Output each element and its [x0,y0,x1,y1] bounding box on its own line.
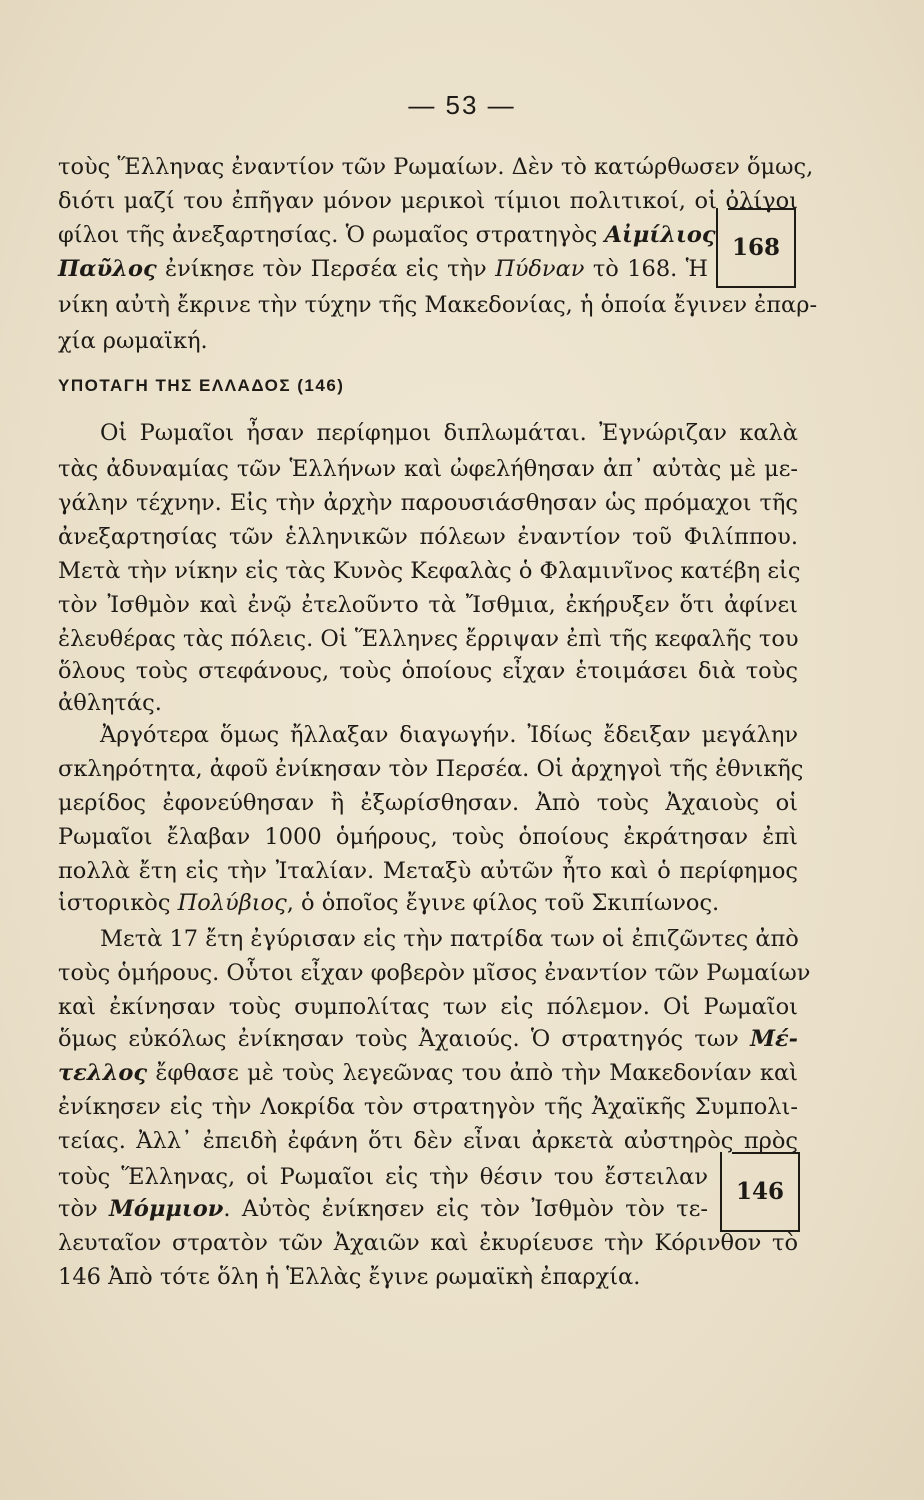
name-paulus: Παῦλος [58,256,157,282]
text-line: ὅλους τοὺς στεφάνους, τοὺς ὁποίους εἶχαν ἑτοιμάσει διὰ τοὺς [58,658,798,684]
text-line: Παῦλος ἐνίκησε τὸν Περσέα εἰς τὴν Πύδναν τὸ 168. Ἡ [58,256,708,282]
text-line: τοὺς Ἕλληνας, οἱ Ρωμαῖοι εἰς τὴν θέσιν του ἔστειλαν [58,1164,708,1190]
text-line: νίκη αὐτὴ ἔκρινε τὴν τύχην τῆς Μακεδονίας, ἡ ὁποία ἔγινεν ἐπαρ- [58,292,818,318]
text-line: τὸν Ἰσθμὸν καὶ ἐνῷ ἐτελοῦντο τὰ Ἴσθμια, ἐκήρυξεν ὅτι ἀφίνει [58,592,798,618]
text-line: Μετὰ τὴν νίκην εἰς τὰς Κυνὸς Κεφαλὰς ὁ Φλαμινῖνος κατέβη εἰς [58,558,801,584]
section-heading: ΥΠΟΤΑΓΗ ΤΗΣ ΕΛΛΑΔΟΣ (146) [58,376,345,395]
text-line: γάλην τέχνην. Εἰς τὴν ἀρχὴν παρουσιάσθησαν ὡς πρόμαχοι τῆς [58,490,798,516]
margin-date-box: 146 [720,1152,800,1232]
text-line: τοὺς Ἕλληνας ἐναντίον τῶν Ρωμαίων. Δὲν τὸ κατώρθωσεν ὅμως, [58,154,814,180]
text-line: Ρωμαῖοι ἔλαβαν 1000 ὁμήρους, τοὺς ὁποίους ἐκράτησαν ἐπὶ [58,824,798,850]
text-line: φίλοι τῆς ἀνεξαρτησίας. Ὁ ρωμαῖος στρατηγὸς Αἰμίλιος [58,222,716,248]
page-number: — 53 — [408,90,516,120]
name-polybius: Πολύβιος [177,890,287,916]
name-aemilius: Αἰμίλιος [604,222,716,248]
text-line: ἀνεξαρτησίας τῶν ἑλληνικῶν πόλεων ἐναντίον τοῦ Φιλίππου. [58,524,798,550]
text-line: τὰς ἀδυναμίας τῶν Ἑλλήνων καὶ ὠφελήθησαν ἀπ᾽ αὐτὰς μὲ με- [58,456,798,482]
text-line: μερίδος ἐφονεύθησαν ἢ ἐξωρίσθησαν. Ἀπὸ τοὺς Ἀχαιοὺς οἱ [58,790,798,816]
text-line: Μετὰ 17 ἔτη ἐγύρισαν εἰς τὴν πατρίδα των οἱ ἐπιζῶντες ἀπὸ [100,926,799,952]
text-line: διότι μαζί του ἐπῆγαν μόνον μερικοὶ τίμιοι πολιτικοί, οἱ ὀλίγοι [58,188,798,214]
text-line: καὶ ἐκίνησαν τοὺς συμπολίτας των εἰς πόλεμον. Οἱ Ρωμαῖοι [58,994,798,1020]
text-line: Οἱ Ρωμαῖοι ἦσαν περίφημοι διπλωμάται. Ἐγνώριζαν καλὰ [100,420,798,446]
text-line: σκληρότητα, ἀφοῦ ἐνίκησαν τὸν Περσέα. Οἱ ἀρχηγοὶ τῆς ἐθνικῆς [58,756,804,782]
text-line: ὅμως εὐκόλως ἐνίκησαν τοὺς Ἀχαιούς. Ὁ στρατηγός των Μέ- [58,1026,798,1052]
text-line: ἐλευθέρας τὰς πόλεις. Οἱ Ἕλληνες ἔρριψαν ἐπὶ τῆς κεφαλῆς του [58,626,799,652]
margin-date-box: 168 [716,208,796,288]
text-line: λευταῖον στρατὸν τῶν Ἀχαιῶν καὶ ἐκυρίευσε τὴν Κόρινθον τὸ [58,1230,798,1256]
text-line: ἱστορικὸς Πολύβιος, ὁ ὁποῖος ἔγινε φίλος τοῦ Σκιπίωνος. [58,890,720,916]
text-line: ἐνίκησεν εἰς τὴν Λοκρίδα τὸν στρατηγὸν τῆς Ἀχαϊκῆς Συμπολι- [58,1094,798,1120]
name-metellus-cont: τελλος [58,1060,148,1086]
text-line: 146 Ἀπὸ τότε ὅλη ἡ Ἑλλὰς ἔγινε ρωμαϊκὴ ἐπαρχία. [58,1264,641,1290]
text-line: ἀθλητάς. [58,690,162,716]
text-line: τελλος ἔφθασε μὲ τοὺς λεγεῶνας του ἀπὸ τὴν Μακεδονίαν καὶ [58,1060,798,1086]
place-pydna: Πύδναν [495,256,585,282]
name-metellus: Μέ- [750,1026,798,1052]
text-line: πολλὰ ἔτη εἰς τὴν Ἰταλίαν. Μεταξὺ αὐτῶν ἦτο καὶ ὁ περίφημος [58,858,798,884]
text-line: τὸν Μόμμιον. Αὐτὸς ἐνίκησεν εἰς τὸν Ἰσθμὸν τὸν τε- [58,1196,708,1222]
text-line: τείας. Ἀλλ᾽ ἐπειδὴ ἐφάνη ὅτι δὲν εἶναι ἀρκετὰ αὐστηρὸς πρὸς [58,1128,798,1154]
name-mummius: Μόμμιον [109,1196,224,1222]
text-line: χία ρωμαϊκή. [58,328,208,354]
text-line: τοὺς ὁμήρους. Οὗτοι εἶχαν φοβερὸν μῖσος ἐναντίον τῶν Ρωμαίων [58,960,811,986]
text-line: Ἀργότερα ὅμως ἤλλαξαν διαγωγήν. Ἰδίως ἔδειξαν μεγάλην [100,722,798,748]
